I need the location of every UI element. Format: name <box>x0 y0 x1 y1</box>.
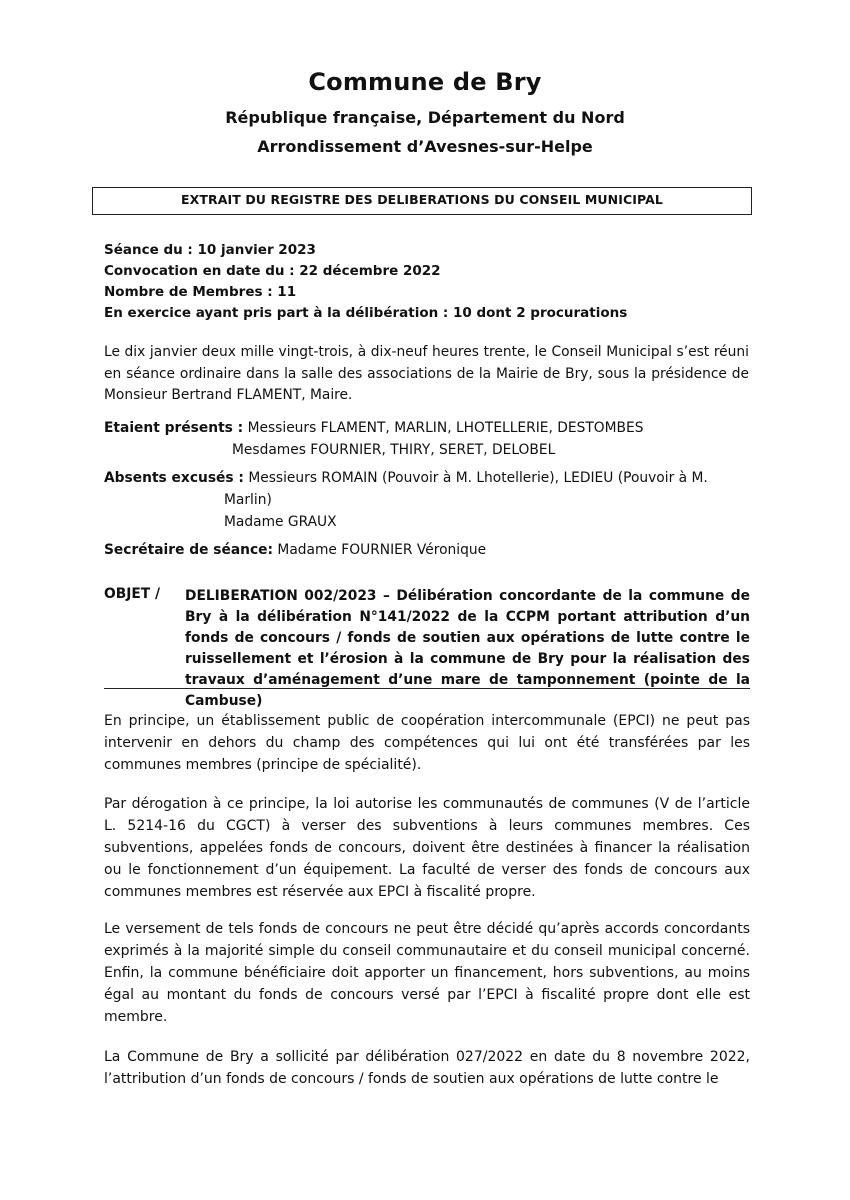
register-banner-text: EXTRAIT DU REGISTRE DES DELIBERATIONS DU CONSEIL MUNICIPAL <box>181 192 663 207</box>
presents-line1: Messieurs FLAMENT, MARLIN, LHOTELLERIE, DESTOMBES <box>247 420 644 436</box>
meta-exercice: En exercice ayant pris part à la délibération : 10 dont 2 procurations <box>104 305 628 321</box>
meta-seance: Séance du : 10 janvier 2023 <box>104 242 316 258</box>
absents-row <box>104 467 708 489</box>
objet-text: DELIBERATION 002/2023 – Délibération concordante de la commune de Bry à la délibération N°141/2022 de la CCPM portant attribution d’un fonds de concours / fonds de soutien aux opérations de lutte contre le ruissellement et l’érosion à la commune de Bry pour la réalisation des travaux d’aménagement d’une mare de tamponnement (pointe de la Cambuse) <box>185 588 750 709</box>
body-paragraph-2: Par dérogation à ce principe, la loi autorise les communautés de communes (V de l’article L. 5214-16 du CGCT) à verser des subventions à leurs communes membres. Ces subventions, appelées fonds de concours, doivent être destinées à financer la réalisation ou le fonctionnement d’un équipement. La faculté de verser des fonds de concours aux communes membres est réservée aux EPCI à fiscalité propre. <box>104 796 750 900</box>
objet-label: OBJET / <box>104 586 161 602</box>
body-paragraph-3: Le versement de tels fonds de concours ne peut être décidé qu’après accords concordants exprimés à la majorité simple du conseil communautaire et du conseil municipal concerné. Enfin, la commune bénéficiaire doit apporter un financement, hors subventions, au moins égal au montant du fonds de concours versé par l’EPCI à fiscalité propre dont elle est membre. <box>104 921 750 1025</box>
absents-line2: Marlin) <box>224 492 272 508</box>
objet-divider <box>104 688 750 689</box>
meta-membres: Nombre de Membres : 11 <box>104 284 297 300</box>
absents-line1: Messieurs ROMAIN (Pouvoir à M. Lhotellerie), LEDIEU (Pouvoir à M. <box>248 470 708 486</box>
presents-row <box>104 417 644 439</box>
subtitle-arrondissement: Arrondissement d’Avesnes-sur-Helpe <box>257 137 593 156</box>
intro-paragraph: Le dix janvier deux mille vingt-trois, à dix-neuf heures trente, le Conseil Municipal s’est réuni en séance ordinaire dans la salle des associations de la Mairie de Bry, sous la présidence de Monsieur Bertrand FLAMENT, Maire. <box>104 344 749 403</box>
page-title: Commune de Bry <box>308 68 542 96</box>
presents-line2: Mesdames FOURNIER, THIRY, SERET, DELOBEL <box>232 442 556 458</box>
meta-convocation: Convocation en date du : 22 décembre 2022 <box>104 263 441 279</box>
absents-label: Absents excusés : <box>104 470 244 486</box>
absents-line3: Madame GRAUX <box>224 514 337 530</box>
subtitle-republique: République française, Département du Nord <box>225 108 625 127</box>
secretaire-label: Secrétaire de séance: <box>104 542 274 558</box>
secretaire-row <box>104 539 486 561</box>
presents-label: Etaient présents : <box>104 420 244 436</box>
body-paragraph-4: La Commune de Bry a sollicité par délibération 027/2022 en date du 8 novembre 2022, l’attribution d’un fonds de concours / fonds de soutien aux opérations de lutte contre le <box>104 1049 750 1087</box>
register-banner <box>92 187 752 215</box>
secretaire-value: Madame FOURNIER Véronique <box>277 542 487 558</box>
body-paragraph-1: En principe, un établissement public de coopération intercommunale (EPCI) ne peut pas intervenir en dehors du champ des compétences qui lui ont été transférées par les communes membres (principe de spécialité). <box>104 713 750 773</box>
